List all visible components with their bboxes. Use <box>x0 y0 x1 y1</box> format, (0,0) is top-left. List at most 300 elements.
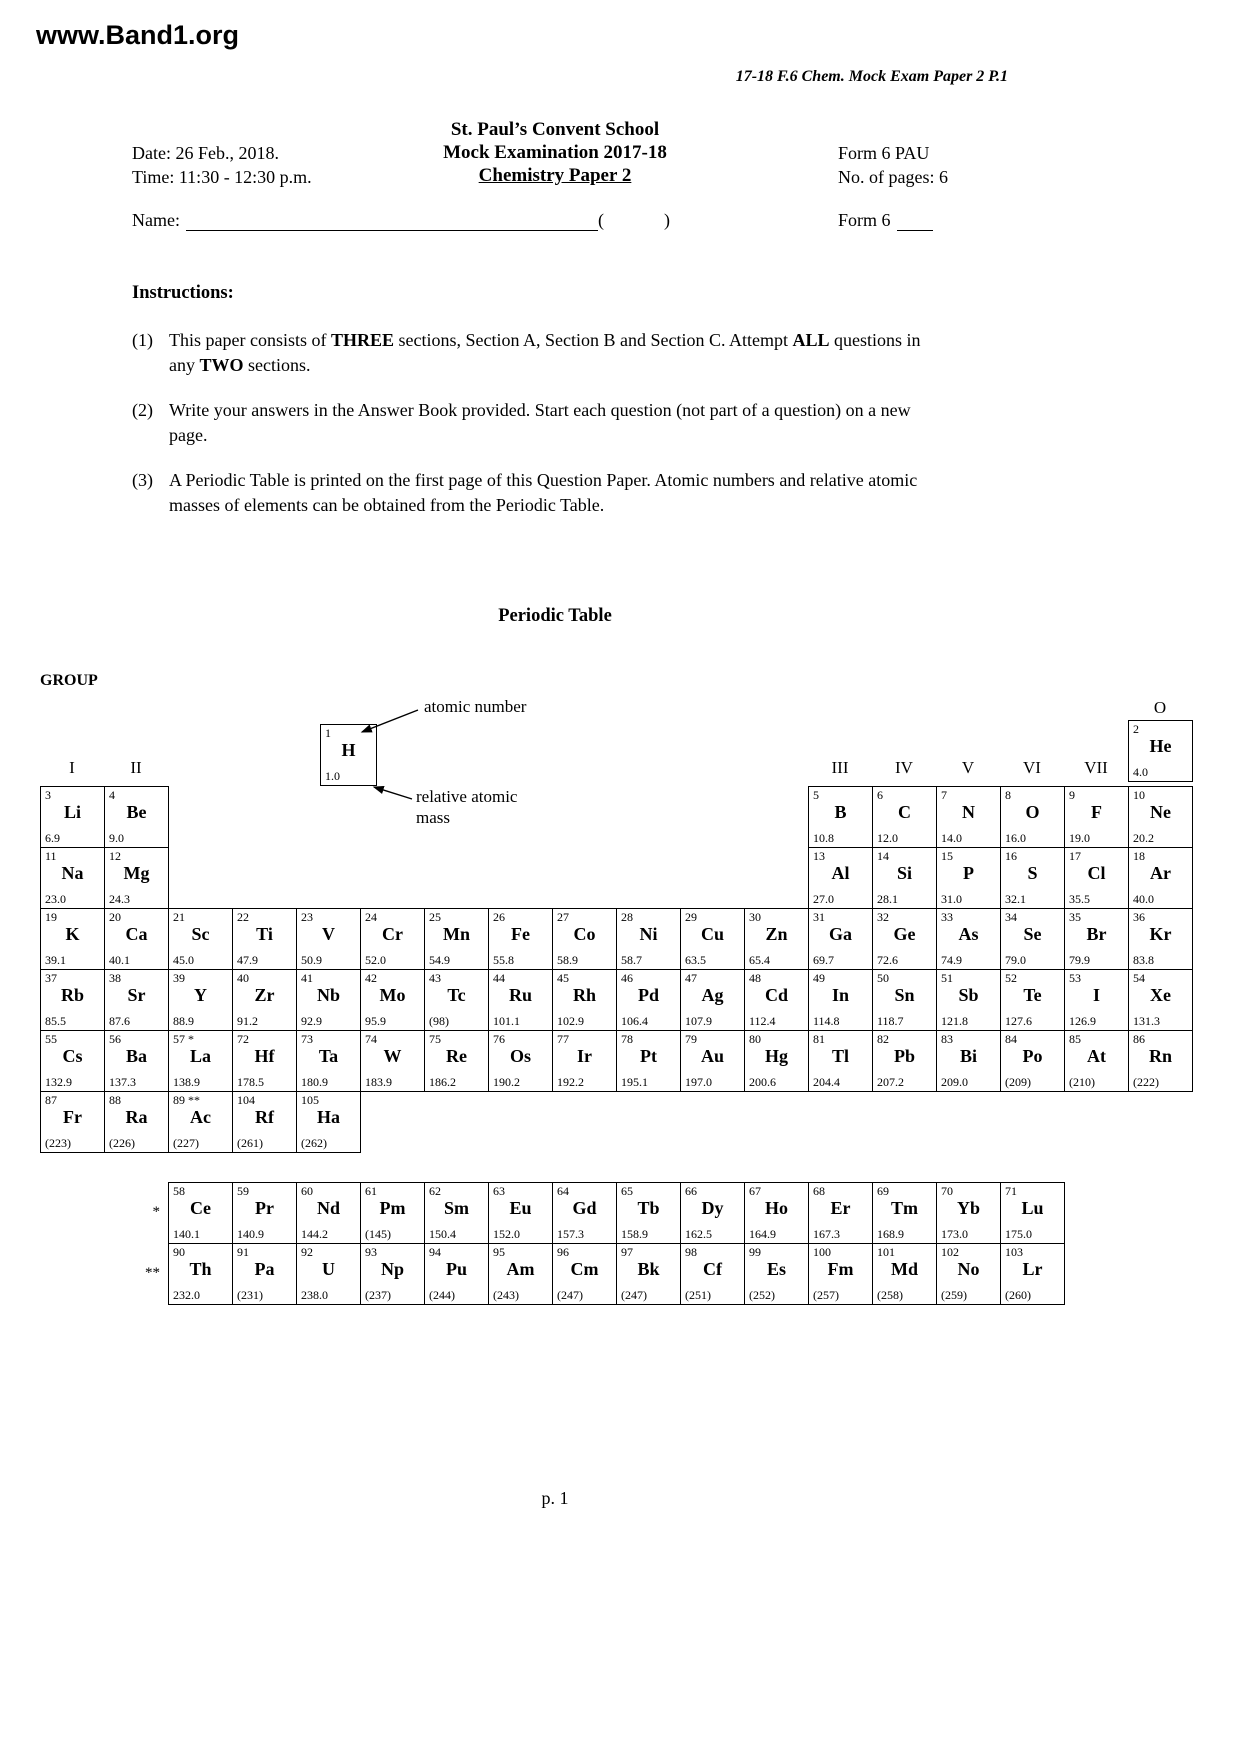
element-symbol: Re <box>446 1046 467 1066</box>
atomic-number: 4 <box>109 788 115 802</box>
atomic-mass: 12.0 <box>877 831 898 845</box>
atomic-number: 81 <box>813 1032 825 1046</box>
atomic-number: 104 <box>237 1093 255 1107</box>
element-cell-C <box>872 786 937 848</box>
element-symbol: Ni <box>639 924 658 944</box>
element-cell-Pm <box>360 1182 425 1244</box>
group-label-VII: VII <box>1084 758 1108 777</box>
element-symbol: Be <box>126 802 147 822</box>
group-heading: GROUP <box>40 672 98 689</box>
periodic-table-grid <box>40 786 1196 1152</box>
atomic-number: 63 <box>493 1184 505 1198</box>
atomic-number: 71 <box>1005 1184 1017 1198</box>
instruction-item-1 <box>132 328 947 378</box>
element-symbol: Rb <box>60 985 84 1005</box>
atomic-number: 30 <box>749 910 761 924</box>
element-symbol: Pb <box>893 1046 915 1066</box>
atomic-number: 34 <box>1005 910 1017 924</box>
element-cell-Zn <box>744 908 809 970</box>
element-cell-Pb <box>872 1030 937 1092</box>
atomic-mass: 157.3 <box>557 1227 584 1241</box>
atomic-mass: 192.2 <box>557 1075 584 1089</box>
atomic-mass: 88.9 <box>173 1014 194 1028</box>
atomic-mass: (222) <box>1133 1075 1159 1089</box>
atomic-number: 93 <box>365 1245 377 1259</box>
element-cell-Cf <box>680 1243 745 1305</box>
site-watermark: www.Band1.org <box>36 20 240 50</box>
element-symbol: Te <box>1023 985 1042 1005</box>
atomic-number: 86 <box>1133 1032 1145 1046</box>
atomic-mass: 74.9 <box>941 953 962 967</box>
name-label: Name: <box>132 210 180 230</box>
instruction-text: This paper consists of THREE sections, Section A, Section B and Section C. Attempt ALL questions in any TWO sections. <box>169 330 921 375</box>
atomic-number: 64 <box>557 1184 569 1198</box>
atomic-number: 41 <box>301 971 313 985</box>
element-cell-In <box>808 969 873 1031</box>
element-cell-Kr <box>1128 908 1193 970</box>
form6-blank-line <box>897 212 933 231</box>
atomic-mass: 69.7 <box>813 953 834 967</box>
atomic-mass: 118.7 <box>877 1014 904 1028</box>
element-symbol: Am <box>506 1259 535 1279</box>
atomic-number: 6 <box>877 788 883 802</box>
exam-name: Mock Examination 2017-18 <box>443 142 667 163</box>
element-cell-No <box>936 1243 1001 1305</box>
element-cell-N <box>936 786 1001 848</box>
atomic-number: 13 <box>813 849 825 863</box>
element-cell-K <box>40 908 105 970</box>
element-symbol: Co <box>573 924 596 944</box>
element-cell-Bi <box>936 1030 1001 1092</box>
atomic-number: 66 <box>685 1184 697 1198</box>
element-cell-Ha <box>296 1091 361 1153</box>
element-symbol: Os <box>509 1046 531 1066</box>
element-cell-Dy <box>680 1182 745 1244</box>
f-block-marker-2: ** <box>145 1265 160 1281</box>
atomic-mass: 54.9 <box>429 953 450 967</box>
element-symbol: V <box>322 924 335 944</box>
element-symbol: Pu <box>445 1259 467 1279</box>
element-symbol: As <box>958 924 979 944</box>
atomic-mass: (210) <box>1069 1075 1095 1089</box>
atomic-mass: 19.0 <box>1069 831 1090 845</box>
element-symbol: Ac <box>190 1107 211 1127</box>
element-cell-Fe <box>488 908 553 970</box>
atomic-mass: 27.0 <box>813 892 834 906</box>
atomic-mass: 58.9 <box>557 953 578 967</box>
element-symbol: C <box>898 802 911 822</box>
element-cell-Rh <box>552 969 617 1031</box>
form6-row <box>838 210 933 231</box>
element-symbol: Rh <box>572 985 596 1005</box>
element-symbol: Eu <box>509 1198 532 1218</box>
element-symbol: B <box>834 802 847 822</box>
element-symbol: Pr <box>255 1198 274 1218</box>
atomic-mass: 162.5 <box>685 1227 712 1241</box>
element-cell-Rn <box>1128 1030 1193 1092</box>
instruction-item-3 <box>132 468 947 518</box>
atomic-number: 5 <box>813 788 819 802</box>
element-cell-Es <box>744 1243 809 1305</box>
atomic-mass: (251) <box>685 1288 711 1302</box>
element-cell-Md <box>872 1243 937 1305</box>
element-cell-At <box>1064 1030 1129 1092</box>
atomic-number: 7 <box>941 788 947 802</box>
exam-meta-right <box>838 141 948 189</box>
atomic-number: 11 <box>45 849 57 863</box>
atomic-mass: 31.0 <box>941 892 962 906</box>
atomic-number: 46 <box>621 971 633 985</box>
element-symbol: Fm <box>827 1259 854 1279</box>
element-cell-Sm <box>424 1182 489 1244</box>
element-cell-Sb <box>936 969 1001 1031</box>
element-cell-Am <box>488 1243 553 1305</box>
element-cell-H <box>320 724 377 786</box>
f-block-grid <box>40 1182 1196 1304</box>
atomic-number: 82 <box>877 1032 889 1046</box>
element-symbol: Bk <box>637 1259 660 1279</box>
atomic-mass: 140.1 <box>173 1227 200 1241</box>
element-symbol: Pm <box>379 1198 406 1218</box>
element-symbol: Po <box>1022 1046 1043 1066</box>
element-symbol: I <box>1092 985 1100 1005</box>
group-label-II: II <box>130 758 142 777</box>
atomic-mass: (227) <box>173 1136 199 1150</box>
group-label-VI: VI <box>1023 758 1041 777</box>
element-symbol: N <box>962 802 975 822</box>
atomic-number: 75 <box>429 1032 441 1046</box>
atomic-number: 94 <box>429 1245 441 1259</box>
element-symbol: Al <box>831 863 850 883</box>
atomic-number: 57 * <box>173 1032 194 1046</box>
atomic-number: 43 <box>429 971 441 985</box>
element-cell-Ar <box>1128 847 1193 909</box>
atomic-mass: 95.9 <box>365 1014 386 1028</box>
atomic-number: 28 <box>621 910 633 924</box>
element-symbol: Ag <box>701 985 724 1005</box>
atomic-mass: 150.4 <box>429 1227 456 1241</box>
periodic-table-title: Periodic Table <box>498 606 612 626</box>
atomic-mass: (247) <box>557 1288 583 1302</box>
element-cell-Cl <box>1064 847 1129 909</box>
element-symbol: Nd <box>316 1198 340 1218</box>
atomic-number: 45 <box>557 971 569 985</box>
atomic-number: 20 <box>109 910 121 924</box>
element-cell-Fm <box>808 1243 873 1305</box>
element-cell-B <box>808 786 873 848</box>
open-paren: ( <box>597 210 604 230</box>
element-symbol: U <box>322 1259 335 1279</box>
element-symbol: Ba <box>125 1046 147 1066</box>
atomic-number: 97 <box>621 1245 633 1259</box>
element-cell-F <box>1064 786 1129 848</box>
element-cell-U <box>296 1243 361 1305</box>
atomic-number: 50 <box>877 971 889 985</box>
atomic-mass: 127.6 <box>1005 1014 1032 1028</box>
atomic-mass: 140.9 <box>237 1227 264 1241</box>
element-symbol: Pt <box>640 1046 657 1066</box>
element-symbol: Cm <box>570 1259 599 1279</box>
element-cell-Cr <box>360 908 425 970</box>
atomic-number: 54 <box>1133 971 1145 985</box>
element-symbol: Zn <box>765 924 788 944</box>
element-cell-Cs <box>40 1030 105 1092</box>
element-symbol: Cr <box>382 924 403 944</box>
element-symbol: S <box>1027 863 1038 883</box>
atomic-number: 78 <box>621 1032 633 1046</box>
atomic-mass: 152.0 <box>493 1227 520 1241</box>
atomic-number: 62 <box>429 1184 441 1198</box>
atomic-mass: 63.5 <box>685 953 706 967</box>
atomic-number: 55 <box>45 1032 57 1046</box>
element-cell-Mg <box>104 847 169 909</box>
element-cell-Ra <box>104 1091 169 1153</box>
element-cell-Nb <box>296 969 361 1031</box>
atomic-number: 29 <box>685 910 697 924</box>
atomic-mass: 87.6 <box>109 1014 130 1028</box>
name-blank-line <box>186 212 598 231</box>
element-cell-Eu <box>488 1182 553 1244</box>
atomic-mass: 92.9 <box>301 1014 322 1028</box>
instruction-text: Write your answers in the Answer Book provided. Start each question (not part of a question) on a new page. <box>169 400 911 445</box>
atomic-mass: 16.0 <box>1005 831 1026 845</box>
element-cell-Xe <box>1128 969 1193 1031</box>
atomic-mass: 32.1 <box>1005 892 1026 906</box>
group-label-III: III <box>831 758 849 777</box>
element-symbol: He <box>1149 736 1172 756</box>
atomic-mass: (98) <box>429 1014 449 1028</box>
element-cell-Ne <box>1128 786 1193 848</box>
element-symbol: Nb <box>316 985 340 1005</box>
element-cell-Pu <box>424 1243 489 1305</box>
atomic-mass: 101.1 <box>493 1014 520 1028</box>
element-symbol: Hg <box>764 1046 788 1066</box>
element-symbol: F <box>1091 802 1102 822</box>
atomic-number: 31 <box>813 910 825 924</box>
atomic-number: 25 <box>429 910 441 924</box>
atomic-mass: 204.4 <box>813 1075 840 1089</box>
atomic-number: 23 <box>301 910 313 924</box>
element-symbol: In <box>831 985 849 1005</box>
atomic-number: 103 <box>1005 1245 1023 1259</box>
element-symbol: Lu <box>1021 1198 1044 1218</box>
atomic-number: 3 <box>45 788 51 802</box>
element-cell-Pr <box>232 1182 297 1244</box>
atomic-mass: (244) <box>429 1288 455 1302</box>
element-cell-La <box>168 1030 233 1092</box>
element-symbol: Li <box>63 802 81 822</box>
atomic-number: 58 <box>173 1184 185 1198</box>
atomic-mass: 6.9 <box>45 831 60 845</box>
element-symbol: Cu <box>700 924 724 944</box>
element-symbol: Si <box>896 863 912 883</box>
group-label-IV: IV <box>895 758 913 777</box>
element-symbol: Tl <box>831 1046 849 1066</box>
element-cell-O <box>1000 786 1065 848</box>
element-cell-Ga <box>808 908 873 970</box>
atomic-mass: 209.0 <box>941 1075 968 1089</box>
element-symbol: H <box>341 740 356 760</box>
element-symbol: Ha <box>316 1107 340 1127</box>
element-symbol: Lr <box>1022 1259 1043 1279</box>
element-symbol: Zr <box>254 985 275 1005</box>
atomic-mass: 114.8 <box>813 1014 840 1028</box>
element-cell-Lu <box>1000 1182 1065 1244</box>
element-symbol: W <box>383 1046 402 1066</box>
element-symbol: Y <box>194 985 207 1005</box>
instructions-heading: Instructions: <box>132 283 234 303</box>
atomic-mass: 126.9 <box>1069 1014 1096 1028</box>
atomic-mass: 190.2 <box>493 1075 520 1089</box>
instruction-text: A Periodic Table is printed on the first page of this Question Paper. Atomic numbers and relative atomic masses of elements can be obtained from the Periodic Table. <box>169 470 918 515</box>
element-cell-Th <box>168 1243 233 1305</box>
atomic-number: 16 <box>1005 849 1017 863</box>
element-symbol: Sc <box>191 924 210 944</box>
element-cell-Ge <box>872 908 937 970</box>
element-cell-Co <box>552 908 617 970</box>
atomic-mass: 72.6 <box>877 953 898 967</box>
atomic-number: 76 <box>493 1032 505 1046</box>
element-cell-Pd <box>616 969 681 1031</box>
element-symbol: Sr <box>127 985 146 1005</box>
atomic-number: 21 <box>173 910 185 924</box>
atomic-mass: 132.9 <box>45 1075 72 1089</box>
element-cell-Mo <box>360 969 425 1031</box>
element-cell-Sc <box>168 908 233 970</box>
group-label-O: O <box>1153 698 1167 717</box>
atomic-number: 65 <box>621 1184 633 1198</box>
atomic-number: 35 <box>1069 910 1081 924</box>
element-cell-V <box>296 908 361 970</box>
element-symbol: No <box>957 1259 980 1279</box>
atomic-number: 92 <box>301 1245 313 1259</box>
element-cell-Tl <box>808 1030 873 1092</box>
atomic-mass: 40.0 <box>1133 892 1154 906</box>
atomic-mass: 158.9 <box>621 1227 648 1241</box>
atomic-number: 53 <box>1069 971 1081 985</box>
atomic-number: 18 <box>1133 849 1145 863</box>
atomic-mass: 9.0 <box>109 831 124 845</box>
element-symbol: Se <box>1023 924 1042 944</box>
atomic-number: 32 <box>877 910 889 924</box>
atomic-number: 9 <box>1069 788 1075 802</box>
element-symbol: Ra <box>125 1107 148 1127</box>
element-symbol: Cl <box>1087 863 1106 883</box>
element-cell-Ba <box>104 1030 169 1092</box>
element-cell-Re <box>424 1030 489 1092</box>
element-symbol: Gd <box>572 1198 597 1218</box>
instruction-number: (1) <box>132 330 153 350</box>
element-cell-Te <box>1000 969 1065 1031</box>
atomic-number: 37 <box>45 971 57 985</box>
element-cell-Pa <box>232 1243 297 1305</box>
instruction-number: (3) <box>132 470 153 490</box>
atomic-mass: 112.4 <box>749 1014 776 1028</box>
group-label-I: I <box>69 758 75 777</box>
page-number: p. 1 <box>541 1488 569 1508</box>
atomic-number: 59 <box>237 1184 249 1198</box>
atomic-number: 47 <box>685 971 697 985</box>
element-cell-Fr <box>40 1091 105 1153</box>
atomic-mass: 183.9 <box>365 1075 392 1089</box>
element-cell-Pt <box>616 1030 681 1092</box>
element-symbol: Bi <box>959 1046 977 1066</box>
element-symbol: K <box>65 924 80 944</box>
atomic-number: 8 <box>1005 788 1011 802</box>
atomic-mass: 102.9 <box>557 1014 584 1028</box>
f-block-marker-1: * <box>152 1204 160 1220</box>
atomic-mass: (257) <box>813 1288 839 1302</box>
atomic-mass: (258) <box>877 1288 903 1302</box>
atomic-number: 95 <box>493 1245 505 1259</box>
element-symbol: Md <box>891 1259 918 1279</box>
atomic-number: 88 <box>109 1093 121 1107</box>
element-symbol: Dy <box>701 1198 724 1218</box>
atomic-mass: 1.0 <box>325 769 340 783</box>
element-symbol: Cs <box>62 1046 83 1066</box>
close-paren: ) <box>663 210 670 230</box>
atomic-mass: 24.3 <box>109 892 130 906</box>
element-cell-Ti <box>232 908 297 970</box>
element-symbol: Ca <box>125 924 148 944</box>
atomic-number: 52 <box>1005 971 1017 985</box>
atomic-number: 91 <box>237 1245 249 1259</box>
atomic-number: 77 <box>557 1032 569 1046</box>
atomic-number: 61 <box>365 1184 377 1198</box>
atomic-mass: 106.4 <box>621 1014 648 1028</box>
paper-name: Chemistry Paper 2 <box>478 165 632 186</box>
element-cell-Cm <box>552 1243 617 1305</box>
atomic-number: 100 <box>813 1245 831 1259</box>
atomic-number: 10 <box>1133 788 1145 802</box>
atomic-mass: 232.0 <box>173 1288 200 1302</box>
element-symbol: Hf <box>254 1046 275 1066</box>
atomic-number: 79 <box>685 1032 697 1046</box>
atomic-mass: 178.5 <box>237 1075 264 1089</box>
atomic-mass: 20.2 <box>1133 831 1154 845</box>
atomic-number: 67 <box>749 1184 761 1198</box>
element-cell-Na <box>40 847 105 909</box>
element-cell-As <box>936 908 1001 970</box>
element-symbol: Ho <box>764 1198 788 1218</box>
atomic-number: 69 <box>877 1184 889 1198</box>
atomic-mass: 137.3 <box>109 1075 136 1089</box>
atomic-mass: 79.9 <box>1069 953 1090 967</box>
element-symbol: Ge <box>893 924 916 944</box>
element-cell-Tm <box>872 1182 937 1244</box>
atomic-number: 101 <box>877 1245 895 1259</box>
atomic-number: 70 <box>941 1184 953 1198</box>
atomic-mass: 45.0 <box>173 953 194 967</box>
atomic-mass: 65.4 <box>749 953 770 967</box>
element-cell-S <box>1000 847 1065 909</box>
atomic-mass: 186.2 <box>429 1075 456 1089</box>
element-cell-Hf <box>232 1030 297 1092</box>
element-symbol: Es <box>766 1259 786 1279</box>
atomic-mass: (247) <box>621 1288 647 1302</box>
atomic-mass: 195.1 <box>621 1075 648 1089</box>
atomic-number: 44 <box>493 971 505 985</box>
atomic-number: 84 <box>1005 1032 1017 1046</box>
atomic-number: 51 <box>941 971 953 985</box>
element-cell-Lr <box>1000 1243 1065 1305</box>
element-cell-Er <box>808 1182 873 1244</box>
element-cell-Au <box>680 1030 745 1092</box>
atomic-number: 2 <box>1133 722 1139 736</box>
element-cell-Tb <box>616 1182 681 1244</box>
element-cell-Nd <box>296 1182 361 1244</box>
element-cell-Np <box>360 1243 425 1305</box>
